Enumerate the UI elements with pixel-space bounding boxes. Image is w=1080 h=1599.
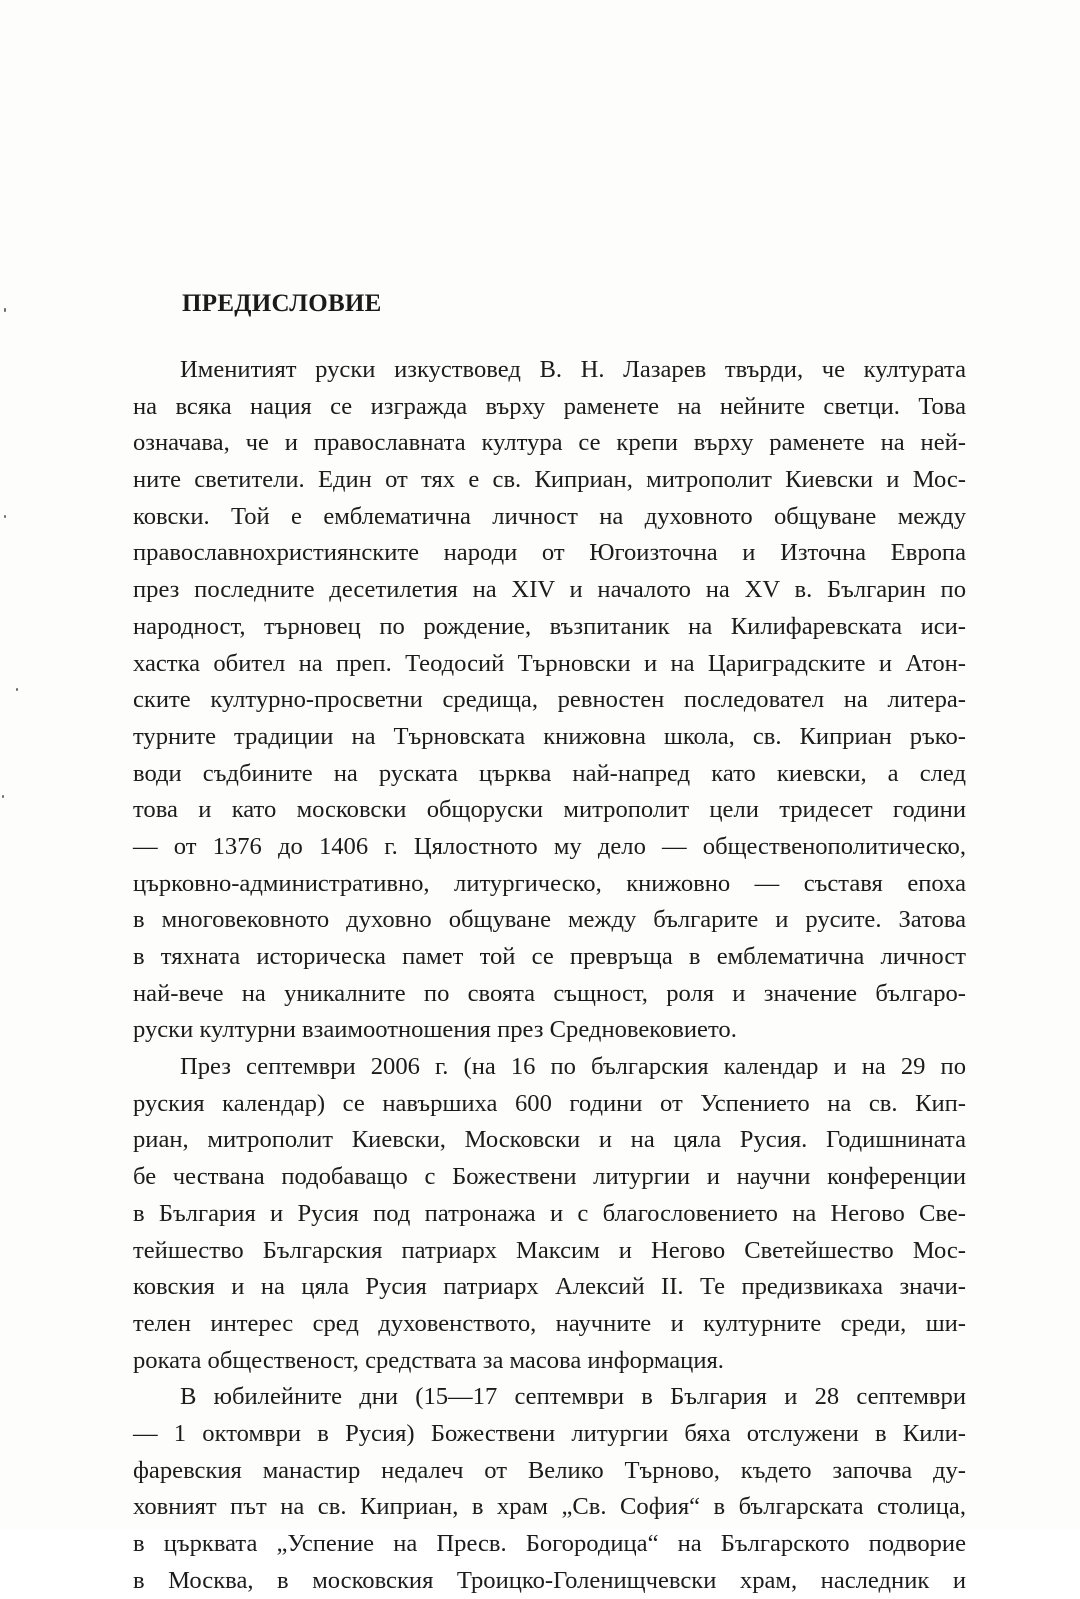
text-line: означава, че и православната култура се крепи върху раменете на ней- <box>133 429 966 457</box>
text-line: тейшество Българския патриарх Максим и Негово Светейшество Мос- <box>133 1236 966 1264</box>
text-line: риан, митрополит Киевски, Московски и на цяла Русия. Годишнината <box>133 1126 966 1154</box>
text-line: роката общественост, средствата за масова информация. <box>133 1346 724 1374</box>
document-body <box>133 352 966 1599</box>
text-line: води съдбините на руската църква най-напред като киевски, а след <box>133 759 966 787</box>
text-line: църковно-административно, литургическо, книжовно — съставя епоха <box>133 869 966 897</box>
text-line: православнохристиянските народи от Югоизточна и Източна Европа <box>133 539 966 567</box>
text-line: В юбилейните дни (15—17 септември в България и 28 септември <box>180 1383 966 1411</box>
text-line: на всяка нация се изгражда върху раменете на нейните светци. Това <box>133 392 966 420</box>
text-line: през последните десетилетия на XIV и началото на XV в. Българин по <box>133 576 966 604</box>
text-line: руския календар) се навършиха 600 години от Успението на св. Кип- <box>133 1089 966 1117</box>
text-line: това и като московски общоруски митрополит цели тридесет години <box>133 796 966 824</box>
text-line: Именитият руски изкуствовед В. Н. Лазарев твърди, че културата <box>180 356 966 383</box>
text-line: — 1 октомври в Русия) Божествени литургии бяха отслужени в Кили- <box>133 1419 966 1447</box>
text-line: фаревския манастир недалеч от Велико Търново, където започва ду- <box>133 1456 966 1484</box>
text-line: в Москва, в московския Троицко-Голенищчевски храм, наследник и <box>133 1566 966 1594</box>
scan-speck <box>2 795 4 798</box>
scan-speck <box>16 688 18 691</box>
text-line: ските културно-просветни средища, ревностен последовател на литера- <box>133 686 966 714</box>
text-line: руски културни взаимоотношения през Средновековието. <box>133 1016 737 1044</box>
text-line: в многовековното духовно общуване между българите и русите. Затова <box>133 906 966 934</box>
text-line: в църквата „Успение на Пресв. Богородица“ на Българското подворие <box>133 1530 966 1557</box>
text-line: бе чествана подобаващо с Божествени литургии и научни конференции <box>133 1163 966 1191</box>
text-line: ковски. Той е емблематична личност на духовното общуване между <box>133 502 966 530</box>
paragraph-1 <box>133 352 966 1049</box>
text-line: ковския и на цяла Русия патриарх Алексий II. Те предизвикаха значи- <box>133 1273 966 1301</box>
text-line: в тяхната историческа памет той се превръща в емблематична личност <box>133 943 966 970</box>
text-line: хастка обител на преп. Теодосий Търновски и на Цариградските и Атон- <box>133 649 966 677</box>
page-title: ПРЕДИСЛОВИЕ <box>182 290 382 317</box>
text-line: ните светители. Един от тях е св. Киприан, митрополит Киевски и Мос- <box>133 466 966 494</box>
scan-speck <box>4 515 6 518</box>
paragraph-2 <box>133 1049 966 1379</box>
text-line: ховният път на св. Киприан, в храм „Св. София“ в българската столица, <box>133 1493 966 1521</box>
text-line: турните традиции на Търновската книжовна школа, св. Киприан ръко- <box>133 722 966 750</box>
text-line: телен интерес сред духовенството, научните и културните среди, ши- <box>133 1309 966 1337</box>
text-line: в България и Русия под патронажа и с благословението на Негово Све- <box>133 1199 966 1227</box>
text-line: народност, търновец по рождение, възпитаник на Килифаревската иси- <box>133 612 966 640</box>
text-line: най-вече на уникалните по своята същност, роля и значение българо- <box>133 979 966 1007</box>
text-line: — от 1376 до 1406 г. Цялостното му дело — общественополитическо, <box>133 832 966 860</box>
scan-speck <box>4 308 6 312</box>
text-line: През септември 2006 г. (на 16 по българския календар и на 29 по <box>180 1053 966 1081</box>
paragraph-3 <box>133 1379 966 1599</box>
